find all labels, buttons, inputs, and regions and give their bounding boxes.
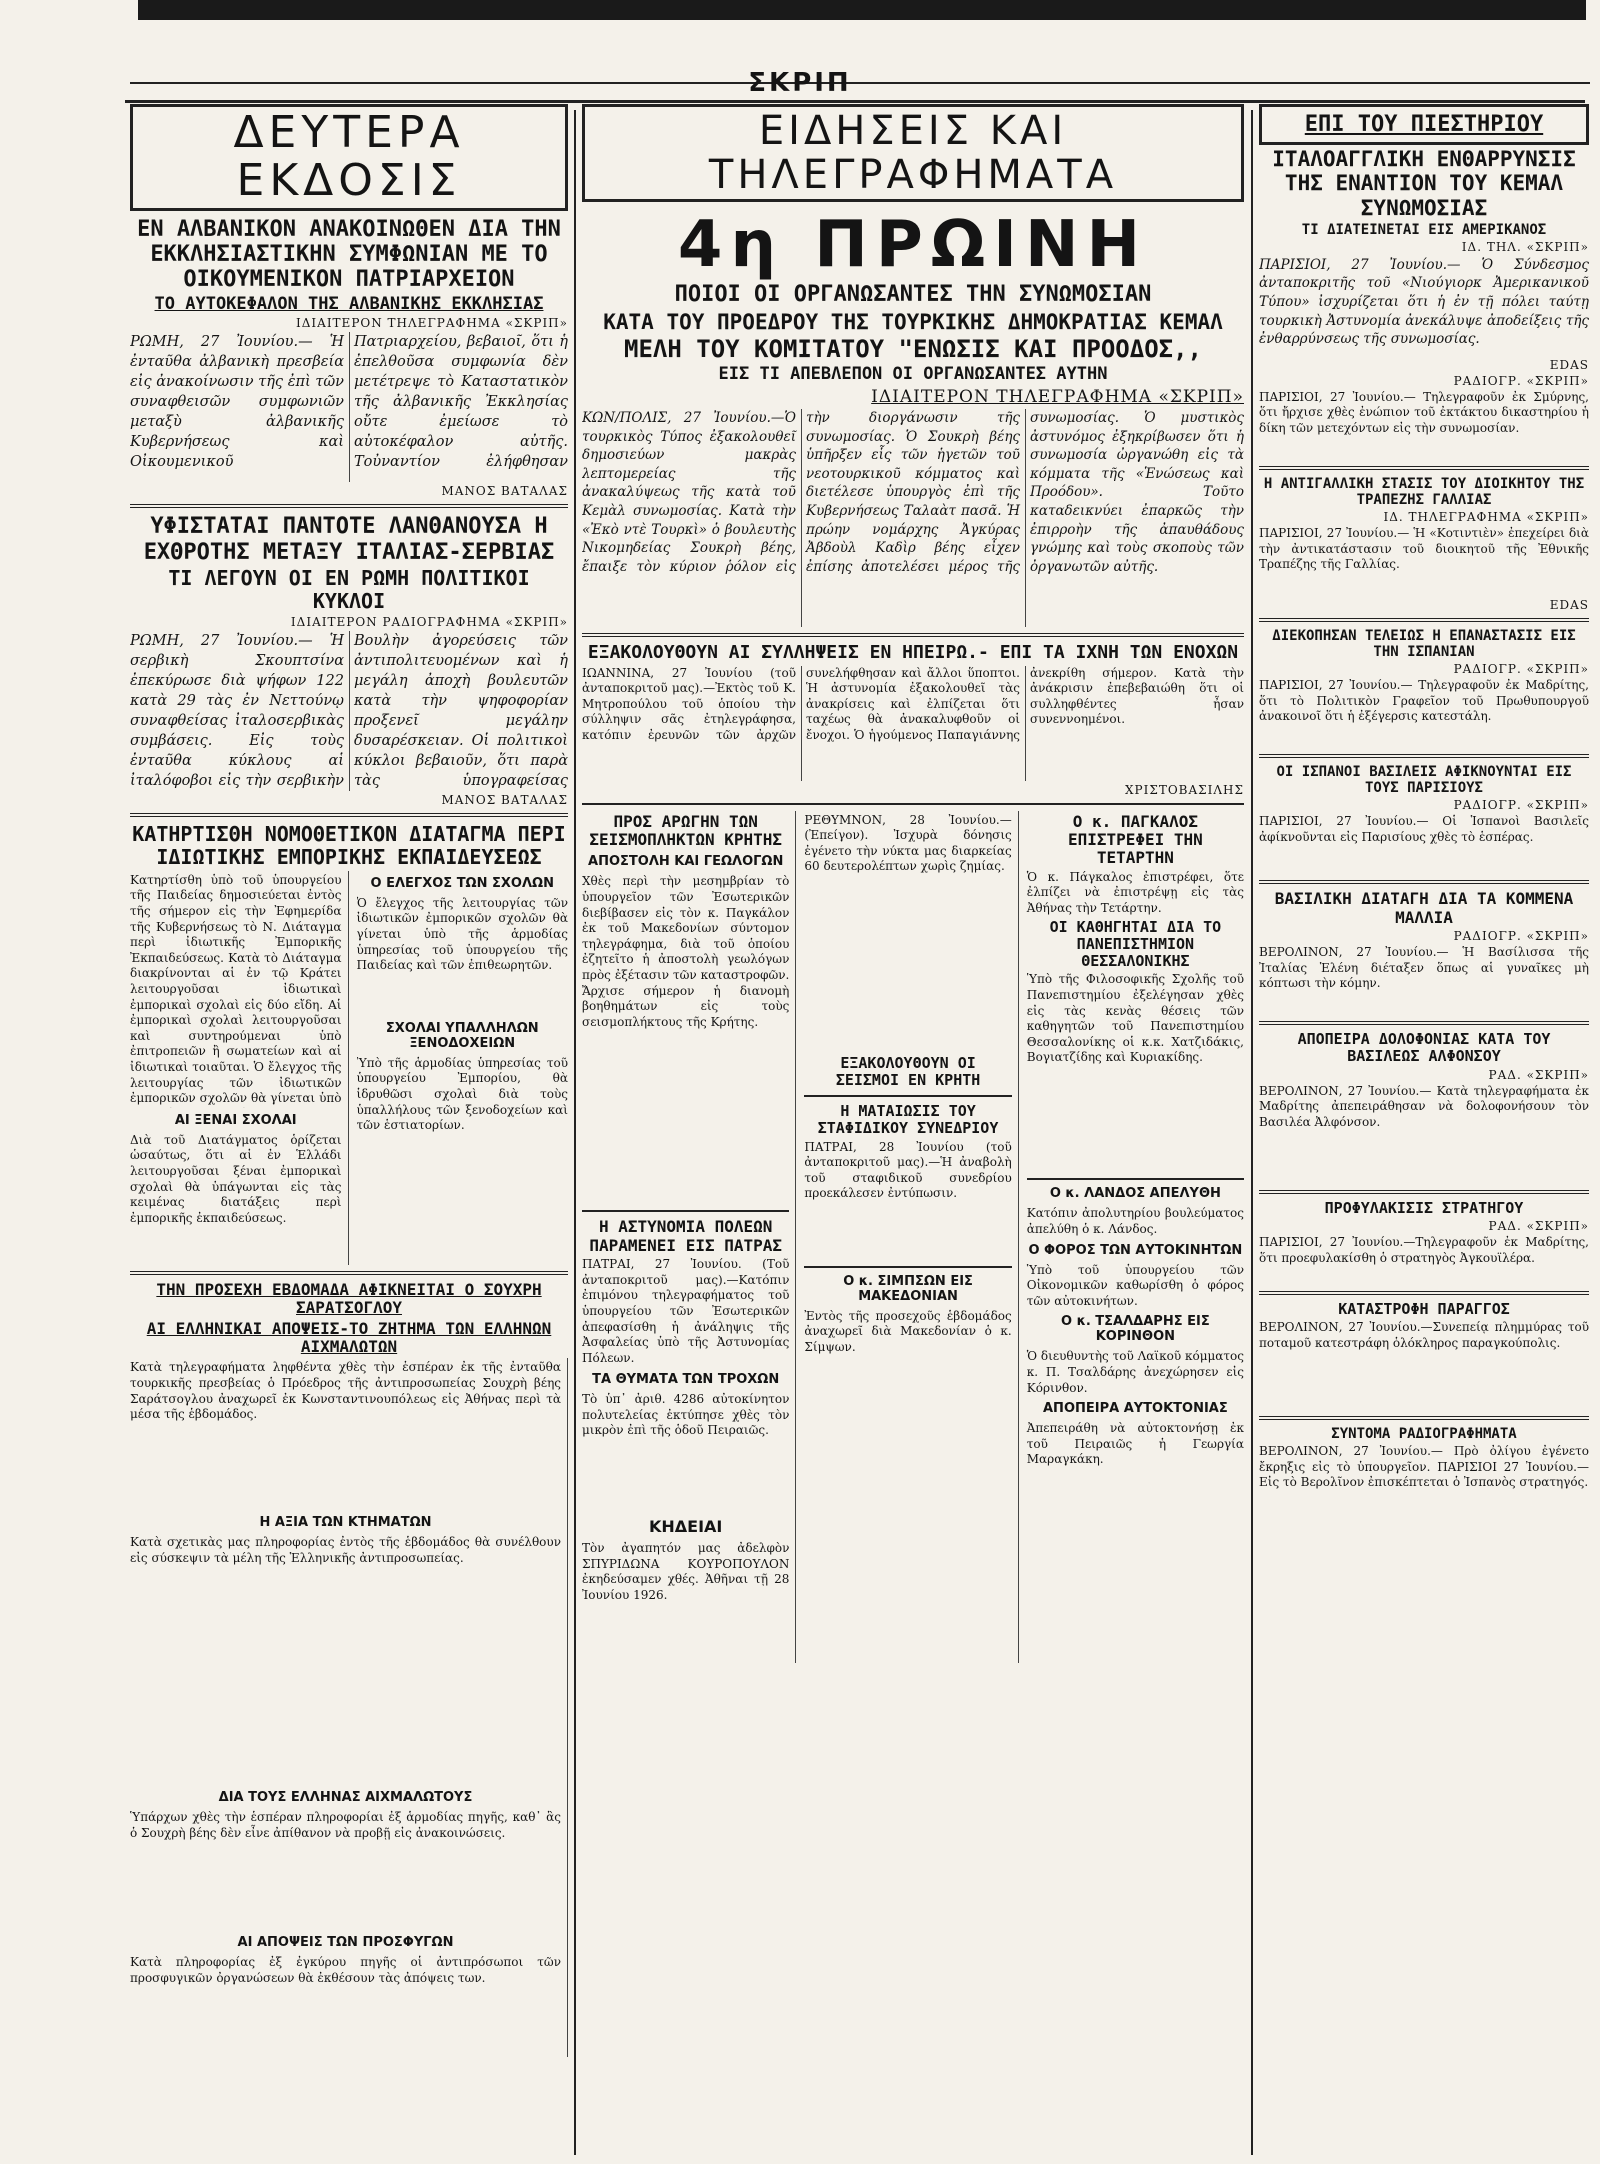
top-rule	[125, 100, 1585, 103]
article-body: Ὑπὸ τοῦ ὑπουργείου τῶν Οἰκονομικῶν καθωρίσθη ὁ φόρος τῶν αὐτοκινήτων.	[1026, 1262, 1244, 1308]
article-body: ΡΩΜΗ, 27 Ἰουνίου.— Ἡ ἐνταῦθα ἀλβανικὴ πρεσβεία εἰς ἀνακοίνωσιν τῆς ἐπὶ τῶν συναφθεισῶν συμφωνιῶν μεταξὺ ἀλβανικῆς Κυβερνήσεως καὶ Οἰκουμενικοῦ Πατριαρχείου, βεβαιοῖ, ὅτι ἡ ἐπελθοῦσα συμφωνία δὲν μετέτρεψε τὸ Καταστατικὸν τῆς ἀλβανικῆς Ἐκκλησίας οὔτε ἐμείωσε τὸ αὐτοκέφαλον αὐτῆς. Τοὐναντίον ἐλήφθησαν	[130, 334, 568, 471]
headline: ΠΡΟΦΥΛΑΚΙΣΙΣ ΣΤΡΑΤΗΓΟΥ	[1324, 1198, 1524, 1217]
dateline: ΡΑΔΙΟΓΡ. «ΣΚΡΙΠ»	[1453, 373, 1589, 388]
article-saracoglu	[130, 1281, 568, 2058]
masthead	[0, 68, 1600, 96]
separator	[804, 1266, 1011, 1268]
dateline: ΙΔΙΑΙΤΕΡΟΝ ΡΑΔΙΟΓΡΑΦΗΜΑ «ΣΚΡΙΠ»	[290, 614, 568, 629]
byline: ΜΑΝΟΣ ΒΑΤΑΛΑΣ	[441, 484, 568, 499]
article-body: ΠΑΤΡΑΙ, 28 Ἰουνίου (τοῦ ἀνταποκριτοῦ μας).—Ἡ ἀναβολὴ τοῦ σταφιδικοῦ συνεδρίου προεκάλεσεν ἐντύπωσιν.	[804, 1139, 1012, 1201]
section-subheading: ΚΗΔΕΙΑΙ	[648, 1517, 723, 1537]
section-subheading: ΑΠΟΠΕΙΡΑ ΑΥΤΟΚΤΟΝΙΑΣ	[1043, 1401, 1228, 1417]
headline: ΠΟΙΟΙ ΟΙ ΟΡΓΑΝΩΣΑΝΤΕΣ ΤΗΝ ΣΥΝΩΜΟΣΙΑΝ	[674, 282, 1152, 308]
dateline: ΙΔ. ΤΗΛΕΓΡΑΦΗΜΑ «ΣΚΡΙΠ»	[1383, 510, 1589, 524]
dateline: ΡΑΔΙΟΓΡ. «ΣΚΡΙΠ»	[1453, 798, 1589, 813]
edition-heading: ΔΕΥΤΕΡΑ ΕΚΔΟΣΙΣ	[233, 107, 465, 207]
headline: ΕΝ ΑΛΒΑΝΙΚΟΝ ΑΝΑΚΟΙΝΩΘΕΝ ΔΙΑ ΤΗΝ ΕΚΚΛΗΣΙΑΣΤΙΚΗΝ ΣΥΜΦΩΝΙΑΝ ΜΕ ΤΟ ΟΙΚΟΥΜΕΝΙΚΟΝ ΠΑΤΡΙΑΡΧΕΙΟΝ	[137, 216, 561, 293]
press-box	[1259, 104, 1589, 145]
separator	[1259, 466, 1589, 470]
headline: ΔΙΕΚΟΠΗΣΑΝ ΤΕΛΕΙΩΣ Η ΕΠΑΝΑΣΤΑΣΙΣ ΕΙΣ ΤΗΝ ΙΣΠΑΝΙΑΝ	[1272, 628, 1576, 661]
article-body: ΚΩΝ/ΠΟΛΙΣ, 27 Ἰουνίου.—Ὁ τουρκικὸς Τύπος ἐξακολουθεῖ δημοσιεύων μακρὰς λεπτομερείας τῆς ἀνακαλύψεως τῆς κατὰ τοῦ Κεμὰλ συνωμοσίας. Κατὰ τὴν «Ἐκὸ ντὲ Τουρκὶ» ὁ βουλευτὴς Νικομηδείας Σουκρὴ βέης, ἔπαιξε τὸν κύριον ῥόλον εἰς τὴν διοργάνωσιν τῆς συνωμοσίας. Ὁ Σουκρὴ βέης ὑπῆρξεν εἷς τῶν ἡγετῶν τοῦ νεοτουρκικοῦ κόμματος καὶ διετέλεσε ὑπουργὸς ἐπὶ τῆς Κυβερνήσεως Ταλαὰτ πασᾶ. Ἡ πρώην νομάρχης Ἀγκύρας Ἀβδοὺλ Καδὶρ βέης εἶχεν ἐπίσης ἀποτελέσει μέρος τῆς συνωμοσίας. Ὁ μυστικὸς ἀστυνόμος ἐξηκρίβωσεν ὅτι ἡ συνωμοσία ὠργανώθη εἰς τὰ κόμματα τῆς «Ἑνώσεως καὶ Προόδου». Τοῦτο καταδεικνύει ἐπαρκῶς τὴν ἐπιρροὴν τῆς ἀπαυθάδους γνώμης καὶ τοὺς σκοποὺς τῶν ὀργανωτῶν αὐτῆς.	[582, 409, 1244, 575]
article-commercial-education	[130, 823, 568, 1265]
article-body: Διὰ τοῦ Διατάγματος ὁρίζεται ὡσαύτως, ὅτι αἱ ἐν Ἑλλάδι λειτουργοῦσαι ξέναι ἐμπορικαὶ σχολαὶ θὰ ὑπάγωνται εἰς τὰς κειμένας διατάξεις περὶ ἐμπορικῆς ἐκπαιδεύσεως.	[130, 1132, 342, 1225]
headline: Ο κ. ΠΑΓΚΑΛΟΣ ΕΠΙΣΤΡΕΦΕΙ ΤΗΝ ΤΕΤΑΡΤΗΝ	[1067, 811, 1203, 868]
separator	[804, 1095, 1011, 1097]
subheadline: ΕΙΣ ΤΙ ΑΠΕΒΛΕΠΟΝ ΟΙ ΟΡΓΑΝΩΣΑΝΤΕΣ ΑΥΤΗΝ	[718, 364, 1108, 385]
article-shantytown-disaster	[1259, 1301, 1589, 1410]
article-body: ΒΕΡΟΛΙΝΟΝ, 27 Ἰουνίου.— Ἡ Βασίλισσα τῆς Ἰταλίας Ἑλένη διέταξεν ὅπως αἱ γυναῖκες μὴ κόπτωσι τὴν κόμην.	[1259, 945, 1589, 991]
article-body: ΒΕΡΟΛΙΝΟΝ, 27 Ἰουνίου.— Πρὸ ὀλίγου ἐγένετο ἔκρηξις εἰς τὸ ὑπουργεῖον. ΠΑΡΙΣΙΟΙ 27 Ἰουνίου.—Εἰς τὸ Βερολῖνον ἐπισκέπτεται ὁ Ἰσπανὸς στρατηγός.	[1259, 1444, 1589, 1490]
separator	[1259, 1021, 1589, 1025]
article-patras-police	[582, 1218, 789, 1661]
article-body: Ἐντὸς τῆς προσεχοῦς ἑβδομάδος ἀναχωρεῖ διὰ Μακεδονίαν ὁ κ. Σίμψων.	[804, 1308, 1012, 1354]
article-body: ΠΑΡΙΣΙΟΙ, 27 Ἰουνίου.— Ὁ Σύνδεσμος ἀνταποκριτῆς τοῦ «Νιούγιορκ Ἀμερικανικοῦ Τύπου» ἰσχυρίζεται ὅτι ἡ ἐν τῇ πόλει ταύτῃ τουρκικὴ Ἀστυνομία ἀνεκάλυψε ἀποδείξεις τῆς ἐνθαρρύνσεως τῆς συνωμοσίας.	[1259, 256, 1589, 348]
article-crete-relief	[582, 813, 789, 1205]
article-body: Ὁ ἔλεγχος τῆς λειτουργίας τῶν ἰδιωτικῶν ἐμπορικῶν σχολῶν θὰ γίνεται ὑπὸ τῆς ἁρμοδίας ὑπηρεσίας τοῦ ὑπουργείου τῆς Παιδείας καὶ τῶν ἐπιθεωρητῶν.	[356, 895, 568, 973]
article-body: ΡΕΘΥΜΝΟΝ, 28 Ἰουνίου.—(Ἐπείγον). Ἰσχυρὰ δόνησις ἐγένετο τὴν νύκτα μας διαρκείας 60 δευτερολέπτων χωρὶς ζημίας.	[804, 812, 1012, 874]
headline: ΠΡΟΣ ΑΡΩΓΗΝ ΤΩΝ ΣΕΙΣΜΟΠΛΗΚΤΩΝ ΚΡΗΤΗΣ	[589, 811, 783, 850]
separator	[1259, 1190, 1589, 1194]
subheadline: ΤΙ ΔΙΑΤΕΙΝΕΤΑΙ ΕΙΣ ΑΜΕΡΙΚΑΝΟΣ	[1301, 221, 1547, 238]
section-heading: ΕΠΙ ΤΟΥ ΠΙΕΣΤΗΡΙΟΥ	[1304, 112, 1544, 137]
article-body: Κατηρτίσθη ὑπὸ τοῦ ὑπουργείου τῆς Παιδείας δημοσιεύεται ἐντὸς τῆς σήμερον εἰς τὴν Ἐφημερίδα τῆς Κυβερνήσεως τὸ Ν. Διάταγμα περὶ ἰδιωτικῆς Ἐμπορικῆς Ἐκπαιδεύσεως. Κατὰ τὸ Διάταγμα διακρίνονται αἱ ἐν τῷ Κράτει λειτουργοῦσαι ἰδιωτικαὶ ἐμπορικαὶ σχολαὶ εἰς δύο εἴδη. Αἱ ἐμπορικαὶ σχολαὶ λειτουργοῦσαι καὶ συντηρούμεναι ὑπὸ ἐπιτροπειῶν ἢ σωματείων καὶ αἱ ἰδιωτικαὶ τοιαῦται. Ὁ ἔλεγχος τῆς λειτουργίας τῶν ἰδιωτικῶν ἐμπορικῶν σχολῶν θὰ γίνεται ὑπὸ	[130, 872, 342, 1106]
separator	[1259, 1291, 1589, 1295]
headline: ΟΙ ΚΑΘΗΓΗΤΑΙ ΔΙΑ ΤΟ ΠΑΝΕΠΙΣΤΗΜΙΟΝ ΘΕΣΣΑΛΟΝΙΚΗΣ	[1049, 917, 1222, 971]
section-subheading: ΑΙ ΑΠΟΨΕΙΣ ΤΩΝ ΠΡΟΣΦΥΓΩΝ	[237, 1935, 454, 1951]
article-body: Ὑπάρχων χθὲς τὴν ἑσπέραν πληροφορίαι ἐξ ἁρμοδίας πηγῆς, καθ᾿ ἃς ὁ Σουχρὴ βέης δὲν εἶνε ἀπίθανον νὰ προβῇ εἰς ἀνακοινώσεις.	[130, 1810, 561, 1840]
article-body: ΡΩΜΗ, 27 Ἰουνίου.— Ἡ σερβικὴ Σκουπτσίνα ἐπεκύρωσε διὰ ψήφων 122 κατὰ 29 τὰς ἐν Νεττούνῳ συναφθείσας ἰταλοσερβικὰς συμβάσεις. Εἰς τοὺς ἐνταῦθα κύκλους αἱ ἰταλόφοβοι εἰς τὴν σερβικὴν Βουλὴν ἀγορεύσεις τῶν ἀντιπολιτευομένων καὶ ἡ μεγάλη ἀποχὴ βουλευτῶν κατὰ τὴν ψηφοφορίαν προξενεῖ μεγάλην δυσαρέσκειαν. Οἱ πολιτικοὶ κύκλοι βεβαιοῦν, ὅτι παρὰ τὰς ὑπογραφείσας	[130, 632, 568, 789]
article-simpson	[804, 1274, 1011, 1419]
dateline: ΙΔΙΑΙΤΕΡΟΝ ΤΗΛΕΓΡΑΦΗΜΑ «ΣΚΡΙΠ»	[296, 316, 568, 331]
headline: ΥΦΙΣΤΑΤΑΙ ΠΑΝΤΟΤΕ ΛΑΝΘΑΝΟΥΣΑ Η ΕΧΘΡΟΤΗΣ ΜΕΤΑΞΥ ΙΤΑΛΙΑΣ-ΣΕΡΒΙΑΣ	[143, 514, 555, 565]
article-body: Ὑπὸ τῆς ἁρμοδίας ὑπηρεσίας τοῦ ὑπουργείου Ἐμπορίου, θὰ ἱδρυθῶσι σχολαὶ διὰ τοὺς ὑπαλλήλους τῶν ξενοδοχείων καὶ τῶν ἑστιατορίων.	[356, 1055, 568, 1133]
section-subheading: Ο ΕΛΕΓΧΟΣ ΤΩΝ ΣΧΟΛΩΝ	[370, 875, 554, 891]
edition-heading: 4η ΠΡΩΙΝΗ	[677, 208, 1149, 282]
separator	[130, 1271, 568, 1275]
separator	[1259, 754, 1589, 758]
divider-1	[574, 110, 576, 2155]
separator	[130, 813, 568, 817]
top-border-bar	[138, 0, 1586, 20]
byline: EDAS	[1549, 357, 1589, 372]
center-column	[582, 104, 1244, 1663]
subheadline: ΤΟ ΑΥΤΟΚΕΦΑΛΟΝ ΤΗΣ ΑΛΒΑΝΙΚΗΣ ΕΚΚΛΗΣΙΑΣ	[154, 293, 544, 314]
article-body: ΒΕΡΟΛΙΝΟΝ, 27 Ἰουνίου.— Κατὰ τηλεγραφήματα ἐκ Μαδρίτης ἀπεπειράθησαν νὰ δολοφονήσουν τὸν Βασιλέα Ἀλφόνσον.	[1259, 1083, 1589, 1129]
headline: ΒΑΣΙΛΙΚΗ ΔΙΑΤΑΓΗ ΔΙΑ ΤΑ ΚΟΜΜΕΝΑ ΜΑΛΛΙΑ	[1274, 889, 1574, 927]
left-column	[130, 104, 568, 2057]
article-body: ΠΑΡΙΣΙΟΙ, 27 Ἰουνίου.— Οἱ Ἱσπανοὶ Βασιλεῖς ἀφίκνοῦνται εἰς Παρισίους χθὲς τὸ ἑσπέρας.	[1259, 814, 1589, 844]
section-subheading: ΔΙΑ ΤΟΥΣ ΕΛΛΗΝΑΣ ΑΙΧΜΑΛΩΤΟΥΣ	[218, 1790, 473, 1806]
article-body: Τὸν ἀγαπητόν μας ἀδελφὸν ΣΠΥΡΙΔΩΝΑ ΚΟΥΡΟΠΟΥΛΟΝ ἐκηδεύσαμεν χθές. Ἀθῆναι τῇ 28 Ἰουνίου 1926.	[582, 1541, 790, 1602]
headline: ΣΥΝΤΟΜΑ ΡΑΔΙΟΓΡΑΦΗΜΑΤΑ	[1331, 1426, 1517, 1443]
article-spanish-kings	[1259, 764, 1589, 874]
article-body: Ὑπὸ τῆς Φιλοσοφικῆς Σχολῆς τοῦ Πανεπιστημίου ἐξελέγησαν χθὲς εἰς τὰς κενὰς θέσεις τῶν καθηγητῶν τοῦ Πανεπιστημίου Θεσσαλονίκης οἱ κ.κ. Χατζιδάκις, Βογιατζίδης καὶ Κυριακίδης.	[1026, 972, 1244, 1065]
dateline: ΡΑΔ. «ΣΚΡΙΠ»	[1488, 1067, 1589, 1082]
separator	[1027, 1178, 1244, 1180]
article-body: ΠΑΡΙΣΙΟΙ, 27 Ἰουνίου.—Τηλεγραφοῦν ἐκ Μαδρίτης, ὅτι προεφυλακίσθη ὁ στρατηγὸς Ἀγκουϊλέρα.	[1259, 1234, 1589, 1265]
article-italo-english	[1259, 147, 1589, 460]
article-royal-decree	[1259, 890, 1589, 1015]
separator	[1259, 880, 1589, 884]
section-subheading: ΤΑ ΘΥΜΑΤΑ ΤΩΝ ΤΡΟΧΩΝ	[592, 1372, 780, 1388]
article-pangalos	[1027, 813, 1244, 1173]
headline: ΚΑΤΗΡΤΙΣΘΗ ΝΟΜΟΘΕΤΙΚΟΝ ΔΙΑΤΑΓΜΑ ΠΕΡΙ ΙΔΙΩΤΙΚΗΣ ΕΜΠΟΡΙΚΗΣ ΕΚΠΑΙΔΕΥΣΕΩΣ	[132, 821, 566, 869]
article-bank-of-france	[1259, 476, 1589, 612]
article-short-radiograms	[1259, 1426, 1589, 1554]
headline: ΟΙ ΙΣΠΑΝΟΙ ΒΑΣΙΛΕΙΣ ΑΦΙΚΝΟΥΝΤΑΙ ΕΙΣ ΤΟΥΣ ΠΑΡΙΣΙΟΥΣ	[1276, 764, 1572, 797]
dateline: ΙΔ. ΤΗΛ. «ΣΚΡΙΠ»	[1461, 239, 1589, 254]
section-subheading: Ο κ. ΛΑΝΔΟΣ ΑΠΕΛΥΘΗ	[1049, 1186, 1221, 1202]
separator	[582, 1210, 789, 1212]
article-body: Ἀπεπειράθη νὰ αὐτοκτονήσῃ ἐκ τοῦ Πειραιῶς ἡ Γεωργία Μαραγκάκη.	[1026, 1421, 1244, 1467]
article-kemal-conspiracy	[582, 282, 1244, 627]
article-body: ΙΩΑΝΝΙΝΑ, 27 Ἰουνίου (τοῦ ἀνταποκριτοῦ μας).—Ἐκτὸς τοῦ Κ. Μητροπούλου τοῦ ὁποίου τὴν σύλληψιν σᾶς ἐτηλεγράφησα, κατόπιν ἐρευνῶν τῶν ἀρχῶν συνελήφθησαν καὶ ἄλλοι ὕποπτοι. Ἡ ἀστυνομία ἐξακολουθεῖ τὰς ἀνακρίσεις καὶ ἐλπίζεται ὅτι ταχέως θὰ ἀνακαλυφθοῦν οἱ ἔνοχοι. Ὁ ἡγούμενος Παπαγιάννης ἀνεκρίθη σήμερον. Κατὰ τὴν ἀνάκρισιν ἐπεβεβαιώθη ὅτι οἱ συλληφθέντες ἦσαν συνεννοημένοι.	[582, 665, 1244, 743]
headline: Η ΑΝΤΙΓΑΛΛΙΚΗ ΣΤΑΣΙΣ ΤΟΥ ΔΙΟΙΚΗΤΟΥ ΤΗΣ ΤΡΑΠΕΖΗΣ ΓΑΛΛΙΑΣ	[1263, 475, 1585, 508]
masthead-title: ΣΚΡΙΠ	[748, 68, 852, 98]
article-italy-serbia	[130, 514, 568, 807]
subheadline: ΤΙ ΛΕΓΟΥΝ ΟΙ ΕΝ ΡΩΜΗ ΠΟΛΙΤΙΚΟΙ ΚΥΚΛΟΙ	[168, 565, 530, 613]
headline: ΕΞΑΚΟΛΟΥΘΟΥΝ ΑΙ ΣΥΛΛΗΨΕΙΣ ΕΝ ΗΠΕΙΡΩ.- ΕΠΙ ΤΑ ΙΧΝΗ ΤΩΝ ΕΝΟΧΩΝ	[587, 641, 1239, 663]
article-body: Κατὰ τηλεγραφήματα ληφθέντα χθὲς τὴν ἑσπέραν ἐκ τῆς ἐνταῦθα τουρκικῆς πρεσβείας ὁ Πρόεδρος τῆς ἀντιπροσωπείας Σουχρὴ βέης Σαράτσογλου ἀναχωρεῖ ἐκ Κωνσταντινουπόλεως εἰς Ἀθήνας περὶ τὰ μέσα τῆς ἑβδομάδος.	[130, 1360, 561, 1422]
article-body: Ὁ κ. Πάγκαλος ἐπιστρέφει, ὅτε ἐλπίζει νὰ ἐπιστρέψῃ εἰς τὰς Ἀθήνας τὴν Τετάρτην.	[1026, 869, 1244, 916]
dateline: ΡΑΔ. «ΣΚΡΙΠ»	[1488, 1218, 1589, 1233]
article-body: Κατὰ πληροφορίας ἐξ ἐγκύρου πηγῆς οἱ ἀντιπρόσωποι τῶν προσφυγικῶν ὀργανώσεων θὰ ἐκθέσουν τὰς ἀπόψεις των.	[130, 1955, 561, 1985]
headline: ΕΞΑΚΟΛΟΥΘΟΥΝ ΟΙ ΣΕΙΣΜΟΙ ΕΝ ΚΡΗΤΗ	[835, 1053, 981, 1089]
article-body: Κατὰ σχετικὰς μας πληροφορίας ἐντὸς τῆς ἑβδομάδος θὰ συνέλθουν εἰς σύσκεψιν τὰ μέλη τῆς Ἑλληνικῆς ἀντιπροσωπείας.	[130, 1535, 561, 1565]
headline: ΚΑΤΑΣΤΡΟΦΗ ΠΑΡΑΓΓΟΣ	[1338, 1299, 1510, 1318]
article-body: ΠΑΤΡΑΙ, 27 Ἰουνίου. (Τοῦ ἀνταποκριτοῦ μας).—Κατόπιν ἐπιμόνου τηλεγραφήματος τοῦ ὑπουργείου τῶν Ἐσωτερικῶν ἀπεφασίσθη ἡ ἀνάληψις τῆς Ἀσφαλείας ὑπὸ τῆς Ἀστυνομίας Πόλεων.	[582, 1257, 790, 1365]
dateline: ΡΑΔΙΟΓΡ. «ΣΚΡΙΠ»	[1453, 662, 1589, 677]
divider-2	[1251, 110, 1253, 2155]
separator	[582, 803, 1244, 805]
headline: ΙΤΑΛΟΑΓΓΛΙΚΗ ΕΝΘΑΡΡΥΝΣΙΣ ΤΗΣ ΕΝΑΝΤΙΟΝ ΤΟΥ ΚΕΜΑΛ ΣΥΝΩΜΟΣΙΑΣ	[1272, 147, 1576, 220]
byline: ΜΑΝΟΣ ΒΑΤΑΛΑΣ	[441, 792, 568, 807]
banner-box	[582, 104, 1244, 202]
article-assassination-attempt	[1259, 1031, 1589, 1184]
dateline: ΙΔΙΑΙΤΕΡΟΝ ΤΗΛΕΓΡΑΦΗΜΑ «ΣΚΡΙΠ»	[871, 386, 1244, 407]
headline: ΜΕΛΗ ΤΟΥ ΚΟΜΙΤΑΤΟΥ "ΕΝΩΣΙΣ ΚΑΙ ΠΡΟΟΔΟΣ,,	[624, 334, 1202, 363]
headline: ΚΑΤΑ ΤΟΥ ΠΡΟΕΔΡΟΥ ΤΗΣ ΤΟΥΡΚΙΚΗΣ ΔΗΜΟΚΡΑΤΙΑΣ ΚΕΜΑΛ	[603, 309, 1223, 334]
article-raisin-congress	[804, 1103, 1011, 1260]
article-body: Τὸ ὑπ᾿ ἀριθ. 4286 αὐτοκίνητον πολυτελείας ἐκτύπησε χθὲς τὸν μικρὸν ἐπὶ τῆς ὁδοῦ Πειραιῶς.	[582, 1392, 790, 1438]
subheadline: ΑΙ ΕΛΛΗΝΙΚΑΙ ΑΠΟΨΕΙΣ-ΤΟ ΖΗΤΗΜΑ ΤΩΝ ΕΛΛΗΝΩΝ ΑΙΧΜΑΛΩΤΩΝ	[146, 1318, 552, 1356]
right-column	[1259, 104, 1589, 1556]
article-epirus-arrests	[582, 643, 1244, 797]
section-subheading: ΑΙ ΞΕΝΑΙ ΣΧΟΛΑΙ	[174, 1112, 297, 1128]
article-crete-quakes	[804, 813, 1011, 1090]
separator	[1259, 618, 1589, 622]
article-body: Κατόπιν ἀπολυτηρίου βουλεύματος ἀπελύθη ὁ κ. Λάνδος.	[1026, 1206, 1244, 1236]
article-spain-revolution	[1259, 628, 1589, 748]
edition-box	[130, 104, 568, 211]
section-subheading: Η ΑΞΙΑ ΤΩΝ ΚΤΗΜΑΤΩΝ	[259, 1515, 432, 1531]
headline: ΑΠΟΠΕΙΡΑ ΔΟΛΟΦΟΝΙΑΣ ΚΑΤΑ ΤΟΥ ΒΑΣΙΛΕΩΣ ΑΛΦΟΝΣΟΥ	[1297, 1030, 1551, 1066]
byline: ΧΡΙΣΤΟΒΑΣΙΛΗΣ	[1124, 782, 1244, 797]
article-body: ΠΑΡΙΣΙΟΙ, 27 Ἰουνίου.— Τηλεγραφοῦν ἐκ Σμύρνης, ὅτι ἤρχισε χθὲς ἐνώπιον τοῦ ἐκτάκτου δικαστηρίου ἡ δίκη τῶν μετεχόντων εἰς τὴν συνωμοσίαν.	[1259, 389, 1589, 435]
headline: ΤΗΝ ΠΡΟΣΕΧΗ ΕΒΔΟΜΑΔΑ ΑΦΙΚΝΕΙΤΑΙ Ο ΣΟΥΧΡΗ ΣΑΡΑΤΣΟΓΛΟΥ	[156, 1279, 542, 1318]
article-albania	[130, 217, 568, 498]
subheadline: ΑΠΟΣΤΟΛΗ ΚΑΙ ΓΕΩΛΟΓΩΝ	[588, 854, 784, 870]
section-subheading: Ο κ. ΤΣΑΛΔΑΡΗΣ ΕΙΣ ΚΟΡΙΝΘΟΝ	[1061, 1314, 1210, 1345]
article-body: Ὁ διευθυντὴς τοῦ Λαϊκοῦ κόμματος κ. Π. Τσαλδάρης ἀνεχώρησεν εἰς Κόρινθον.	[1026, 1349, 1244, 1395]
separator	[582, 633, 1244, 637]
article-general-detained	[1259, 1200, 1589, 1285]
separator	[1259, 1416, 1589, 1420]
article-body: Χθὲς περὶ τὴν μεσημβρίαν τὸ ὑπουργεῖον τῶν Ἐσωτερικῶν διεβίβασεν εἰς τὸν κ. Παγκάλον ἐκ τοῦ Μακεδονίων σύντομον τηλεγράφημα, διὰ τοῦ ὁποίου ἐζητεῖτο ἡ ἀποστολὴ γεωλόγων πρὸς ἐξέτασιν τῶν καταστροφῶν. Ἄρχισε σήμερον ἡ διανομὴ βοηθημάτων εἰς τοὺς σεισμοπλήκτους τῆς Κρήτης.	[582, 874, 790, 1029]
separator	[130, 504, 568, 508]
section-subheading: Ο κ. ΣΙΜΠΣΩΝ ΕΙΣ ΜΑΚΕΔΟΝΙΑΝ	[843, 1273, 973, 1304]
headline: Η ΑΣΤΥΝΟΜΙΑ ΠΟΛΕΩΝ ΠΑΡΑΜΕΝΕΙ ΕΙΣ ΠΑΤΡΑΣ	[589, 1217, 783, 1255]
banner-heading: ΕΙΔΗΣΕΙΣ ΚΑΙ ΤΗΛΕΓΡΑΦΗΜΑΤΑ	[708, 108, 1118, 198]
byline: EDAS	[1549, 598, 1589, 612]
section-subheading: ΣΧΟΛΑΙ ΥΠΑΛΛΗΛΩΝ ΞΕΝΟΔΟΧΕΙΩΝ	[385, 1020, 539, 1051]
article-body: ΠΑΡΙΣΙΟΙ, 27 Ἰουνίου.— Ἡ «Κοτιντιὲν» ἐπεχείρει διὰ τὴν ἀντικατάστασιν τοῦ διοικητοῦ τῆς Ἐθνικῆς Τραπέζης τῆς Γαλλίας.	[1259, 526, 1589, 572]
section-subheading: Ο ΦΟΡΟΣ ΤΩΝ ΑΥΤΟΚΙΝΗΤΩΝ	[1028, 1242, 1243, 1258]
headline: Η ΜΑΤΑΙΩΣΙΣ ΤΟΥ ΣΤΑΦΙΔΙΚΟΥ ΣΥΝΕΔΡΙΟΥ	[817, 1102, 999, 1138]
article-body: ΒΕΡΟΛΙΝΟΝ, 27 Ἰουνίου.—Συνεπείᾳ πλημμύρας τοῦ ποταμοῦ κατεστράφη ὁλόκληρος παραγκούπολις.	[1259, 1320, 1589, 1350]
article-body: ΠΑΡΙΣΙΟΙ, 27 Ἰουνίου.— Τηλεγραφοῦν ἐκ Μαδρίτης, ὅτι τὸ Πολιτικὸν Γραφεῖον τοῦ Πρωθυπουργοῦ ἀνακοινοῖ ὅτι ἡ ἐξέγερσις κατεστάλη.	[1259, 678, 1589, 724]
dateline: ΡΑΔΙΟΓΡ. «ΣΚΡΙΠ»	[1453, 929, 1589, 944]
